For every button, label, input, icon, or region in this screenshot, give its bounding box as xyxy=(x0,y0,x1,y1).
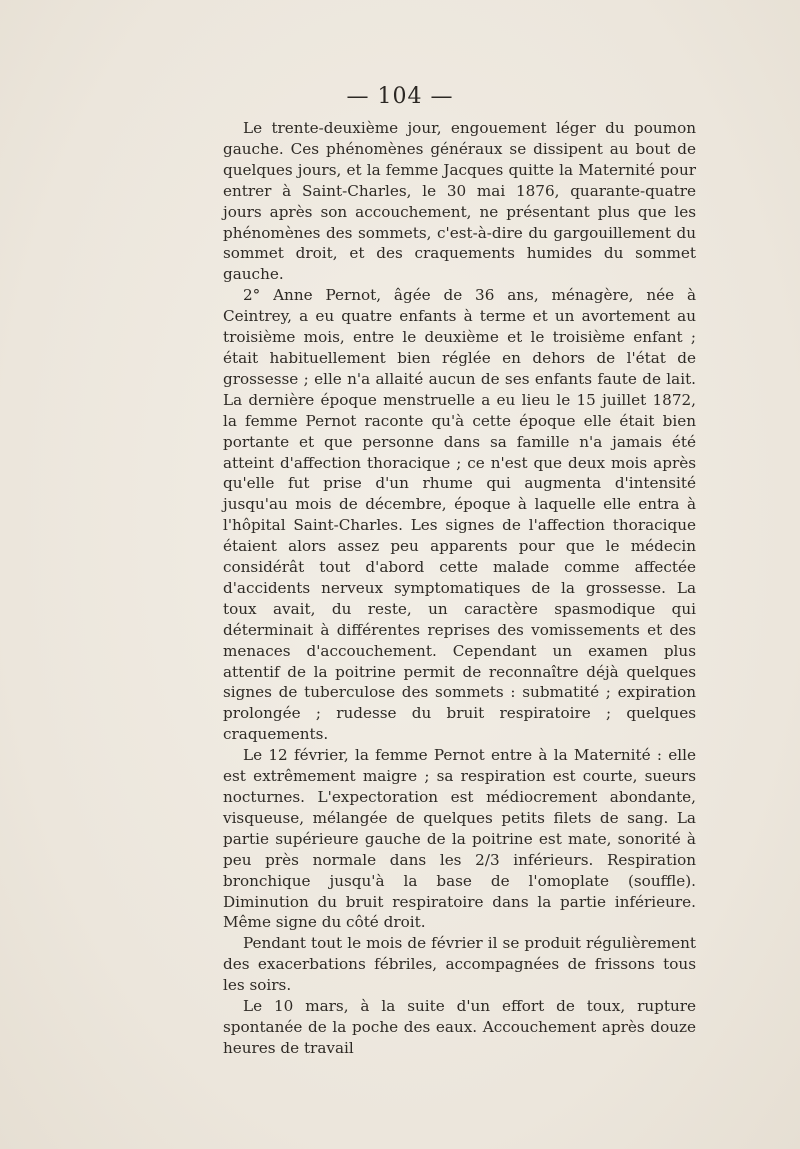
body-text xyxy=(223,118,696,1059)
page-number: — 104 — xyxy=(346,84,454,109)
paragraph: Le 10 mars, à la suite d'un effort de toux, rupture spontanée de la poche des eaux. Accouchement après douze heures de travail xyxy=(223,997,696,1057)
paragraph: Le 12 février, la femme Pernot entre à la Maternité : elle est extrêmement maigre ; sa respiration est courte, sueurs nocturnes. L'expectoration est médiocrement abondante, visqueuse, mélangée de quelques petits filets de sang. La partie supérieure gauche de la poitrine est mate, sonorité à peu près normale dans les 2/3 inférieurs. Respiration bronchique jusqu'à la base de l'omoplate (souffle). Diminution du bruit respiratoire dans la partie inférieure. Même signe du côté droit. xyxy=(223,746,696,932)
paragraph: 2° Anne Pernot, âgée de 36 ans, ménagère, née à Ceintrey, a eu quatre enfants à terme et un avortement au troisième mois, entre le deuxième et le troisième enfant ; était habituellement bien réglée en dehors de l'état de grossesse ; elle n'a allaité aucun de ses enfants faute de lait. La dernière époque menstruelle a eu lieu le 15 juillet 1872, la femme Pernot raconte qu'à cette époque elle était bien portante et que personne dans sa famille n'a jamais été atteint d'affection thoracique ; ce n'est que deux mois après qu'elle fut prise d'un rhume qui augmenta d'intensité jusqu'au mois de décembre, époque à laquelle elle entra à l'hôpital Saint-Charles. Les signes de l'affection thoracique étaient alors assez peu apparents pour que le médecin considérât tout d'abord cette malade comme affectée d'accidents nerveux symptomatiques de la grossesse. La toux avait, du reste, un caractère spasmodique qui déterminait à différentes reprises des vomissements et des menaces d'accouchement. Cependant un examen plus attentif de la poitrine permit de reconnaître déjà quelques signes de tuberculose des sommets : submatité ; expiration prolongée ; rudesse du bruit respiratoire ; quelques craquements. xyxy=(223,286,696,744)
paragraph: Le trente-deuxième jour, engouement léger du poumon gauche. Ces phénomènes généraux se dissipent au bout de quelques jours, et la femme Jacques quitte la Maternité pour entrer à Saint-Charles, le 30 mai 1876, quarante-quatre jours après son accouchement, ne présentant plus que les phénomènes des sommets, c'est-à-dire du gargouillement du sommet droit, et des craquements humides du sommet gauche. xyxy=(223,119,696,284)
paragraph: Pendant tout le mois de février il se produit régulièrement des exacerbations fébriles, accompagnées de frissons tous les soirs. xyxy=(223,934,696,995)
